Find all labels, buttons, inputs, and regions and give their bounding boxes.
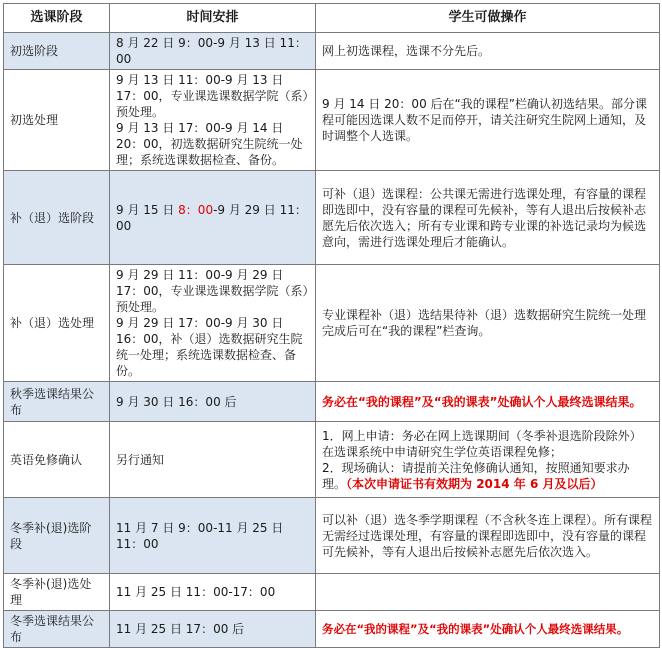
row-time: 9 月 29 日 11：00-9 月 29 日 17：00，专业课选课数据学院（系）预处理。 9 月 29 日 17：00-9 月 30 日 16：00，补（退）选数据研究生院统一处理；系统选课数据检查、备份。 bbox=[110, 265, 316, 382]
header-action: 学生可做操作 bbox=[316, 4, 660, 33]
action-highlight: （本次申请证书有效期为 2014 年 6 月及以后） bbox=[346, 476, 603, 491]
row-time: 11 月 25 日 11：00-17：00 bbox=[110, 574, 316, 611]
row-time: 9 月 30 日 16：00 后 bbox=[110, 382, 316, 422]
time-part: 9 月 15 日 bbox=[116, 202, 179, 217]
row-stage: 秋季选课结果公布 bbox=[4, 382, 110, 422]
row-stage: 冬季补(退)选阶段 bbox=[4, 498, 110, 574]
table-row bbox=[4, 611, 660, 648]
header-stage: 选课阶段 bbox=[4, 4, 110, 33]
time-highlight: 8：00 bbox=[178, 202, 214, 217]
row-action: 可补（退）选课程：公共课无需进行选课处理，有容量的课程即选即中，没有容量的课程可先候补，等有人退出后按候补志愿先后依次选入；所有专业课和跨专业课的补选记录均为候选意向，需进行选课处理后才能确认。 bbox=[316, 171, 660, 265]
table-row bbox=[4, 33, 660, 70]
row-time: 8 月 22 日 9：00-9 月 13 日 11：00 bbox=[110, 33, 316, 70]
course-selection-schedule-table bbox=[3, 3, 660, 648]
row-stage: 冬季补(退)选处理 bbox=[4, 574, 110, 611]
row-time bbox=[110, 171, 316, 265]
row-stage: 补（退）选阶段 bbox=[4, 171, 110, 265]
row-action bbox=[316, 574, 660, 611]
row-action: 9 月 14 日 20：00 后在“我的课程”栏确认初选结果。部分课程可能因选课人数不足而停开，请关注研究生院网上通知，及时调整个人选课。 bbox=[316, 70, 660, 171]
table-row bbox=[4, 70, 660, 171]
row-stage: 初选处理 bbox=[4, 70, 110, 171]
action-text: 1．网上申请：务必在网上选课期间（冬季补退选阶段除外）在选课系统中申请研究生学位英语课程免修； 2．现场确认：请提前关注免修确认通知，按照通知要求办理。 bbox=[322, 428, 642, 491]
row-stage: 初选阶段 bbox=[4, 33, 110, 70]
table-row bbox=[4, 265, 660, 382]
row-action: 可以补（退）选冬季学期课程（不含秋冬连上课程）。所有课程无需经过选课处理，有容量的课程即选即中，没有容量的课程可先候补，等有人退出后按候补志愿先后依次选入。 bbox=[316, 498, 660, 574]
row-time: 另行通知 bbox=[110, 422, 316, 498]
table-row bbox=[4, 498, 660, 574]
header-time: 时间安排 bbox=[110, 4, 316, 33]
table-row bbox=[4, 422, 660, 498]
row-stage: 英语免修确认 bbox=[4, 422, 110, 498]
row-action-emphasis: 务必在“我的课程”及“我的课表”处确认个人最终选课结果。 bbox=[316, 611, 660, 648]
row-action: 专业课程补（退）选结果待补（退）选数据研究生院统一处理完成后可在“我的课程”栏查询。 bbox=[316, 265, 660, 382]
row-action bbox=[316, 422, 660, 498]
table-header-row bbox=[4, 4, 660, 33]
row-action: 网上初选课程，选课不分先后。 bbox=[316, 33, 660, 70]
row-stage: 补（退）选处理 bbox=[4, 265, 110, 382]
row-time: 9 月 13 日 11：00-9 月 13 日 17：00，专业课选课数据学院（系）预处理。 9 月 13 日 17：00-9 月 14 日 20：00，初选数据研究生院统一处理；系统选课数据检查、备份。 bbox=[110, 70, 316, 171]
time-part: -9 月 29 日 11：00 bbox=[116, 202, 307, 233]
table-row bbox=[4, 574, 660, 611]
table-row bbox=[4, 171, 660, 265]
table-row bbox=[4, 382, 660, 422]
row-stage: 冬季选课结果公布 bbox=[4, 611, 110, 648]
row-action-emphasis: 务必在“我的课程”及“我的课表”处确认个人最终选课结果。 bbox=[316, 382, 660, 422]
row-time: 11 月 25 日 17：00 后 bbox=[110, 611, 316, 648]
row-time: 11 月 7 日 9：00-11 月 25 日 11：00 bbox=[110, 498, 316, 574]
